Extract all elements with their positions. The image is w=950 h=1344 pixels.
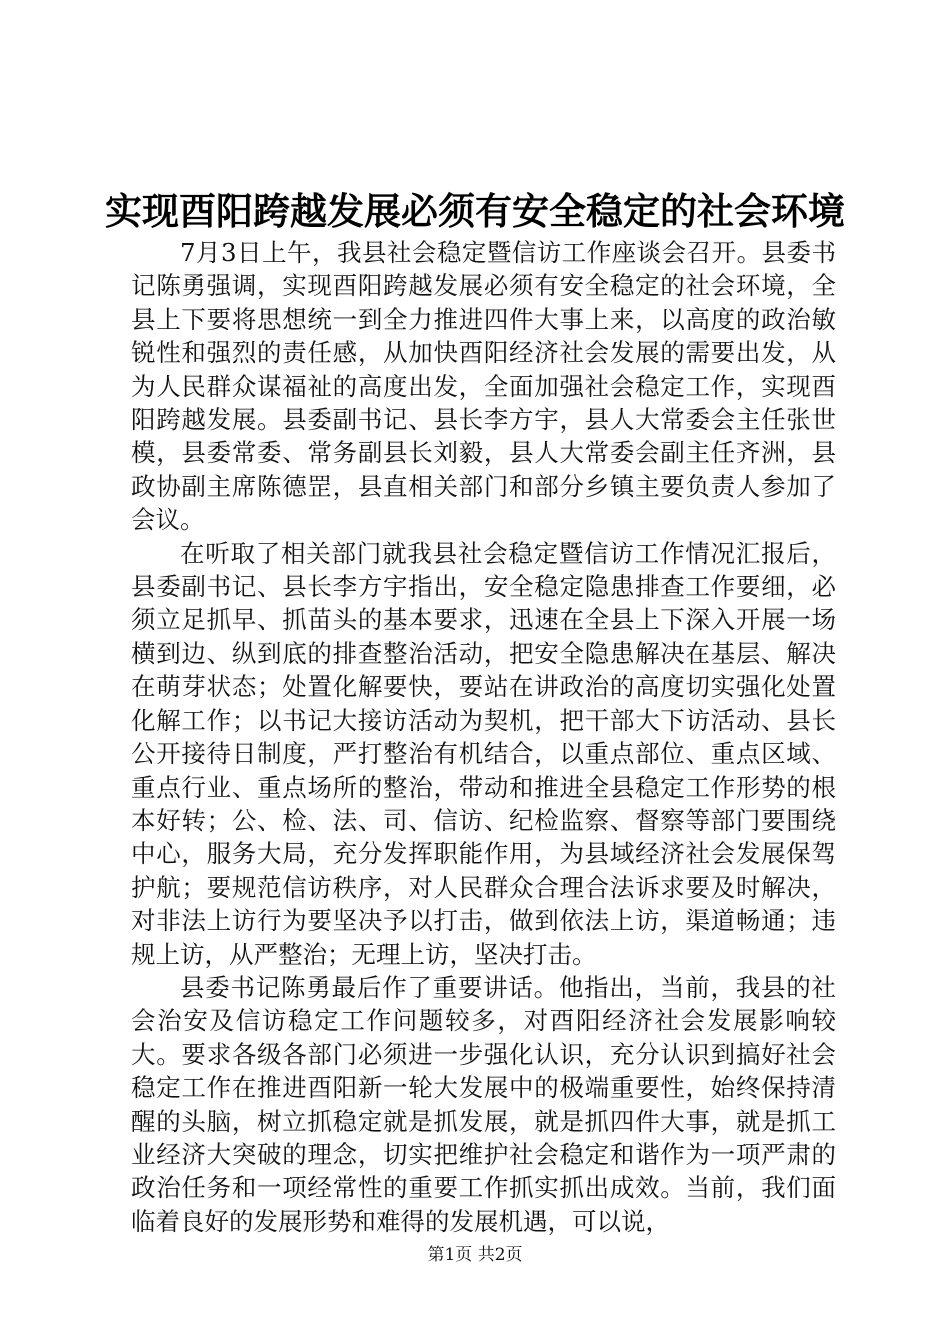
document-body [131, 236, 836, 1238]
paragraph-2: 在听取了相关部门就我县社会稳定暨信访工作情况汇报后，县委副书记、县长李方宇指出，安全稳定隐患排查工作要细，必须立足抓早、抓苗头的基本要求，迅速在全县上下深入开展一场横到边、纵到底的排查整治活动，把安全隐患解决在基层、解决在萌芽状态；处置化解要快，要站在讲政治的高度切实强化处置化解工作；以书记大接访活动为契机，把干部大下访活动、县长公开接待日制度，严打整治有机结合，以重点部位、重点区域、重点行业、重点场所的整治，带动和推进全县稳定工作形势的根本好转；公、检、法、司、信访、纪检监察、督察等部门要围绕中心，服务大局，充分发挥职能作用，为县域经济社会发展保驾护航；要规范信访秩序，对人民群众合理合法诉求要及时解决，对非法上访行为要坚决予以打击，做到依法上访，渠道畅通；违规上访，从严整治；无理上访，坚决打击。 [131, 538, 836, 969]
page-number-footer: 第1页 共2页 [427, 1245, 523, 1265]
paragraph-1: 7月3日上午，我县社会稳定暨信访工作座谈会召开。县委书记陈勇强调，实现酉阳跨越发展必须有安全稳定的社会环境，全县上下要将思想统一到全力推进四件大事上来，以高度的政治敏锐性和强烈的责任感，从加快酉阳经济社会发展的需要出发，从为人民群众谋福祉的高度出发，全面加强社会稳定工作，实现酉阳跨越发展。县委副书记、县长李方宇，县人大常委会主任张世模，县委常委、常务副县长刘毅，县人大常委会副主任齐洲，县政协副主席陈德罡，县直相关部门和部分乡镇主要负责人参加了会议。 [131, 238, 836, 535]
document-title: 实现酉阳跨越发展必须有安全稳定的社会环境 [105, 189, 845, 233]
paragraph-3: 县委书记陈勇最后作了重要讲话。他指出，当前，我县的社会治安及信访稳定工作问题较多，对酉阳经济社会发展影响较大。要求各级各部门必须进一步强化认识，充分认识到搞好社会稳定工作在推进酉阳新一轮大发展中的极端重要性，始终保持清醒的头脑，树立抓稳定就是抓发展，就是抓四件大事，就是抓工业经济大突破的理念，切实把维护社会稳定和谐作为一项严肃的政治任务和一项经常性的重要工作抓实抓出成效。当前，我们面临着良好的发展形势和难得的发展机遇，可以说， [131, 972, 836, 1236]
